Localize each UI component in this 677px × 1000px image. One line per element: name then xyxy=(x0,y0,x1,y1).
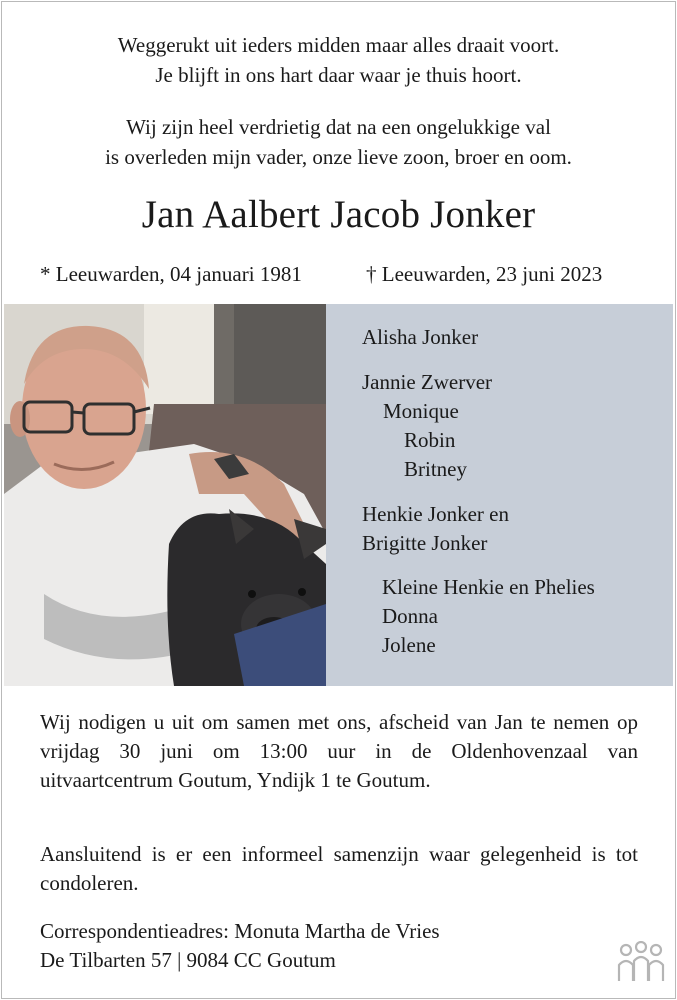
poem-line-2: Je blijft in ons hart daar waar je thuis hoort. xyxy=(155,63,522,87)
intro xyxy=(0,112,677,172)
birth-date: * Leeuwarden, 04 januari 1981 xyxy=(40,262,302,286)
portrait-photo xyxy=(4,304,326,686)
intro-line-1: Wij zijn heel verdrietig dat na een ongelukkige val xyxy=(126,115,551,139)
deceased-name: Jan Aalbert Jacob Jonker xyxy=(141,193,536,236)
family-logo-icon xyxy=(617,941,665,988)
mother-kid-1: Monique xyxy=(383,399,459,423)
address-line-2: De Tilbarten 57 | 9084 CC Goutum xyxy=(40,948,336,972)
brother-kid-2: Donna xyxy=(382,604,438,628)
condolence-text: Aansluitend is er een informeel samenzijn waar gelegenheid is tot condoleren. xyxy=(40,842,638,895)
child-name: Alisha Jonker xyxy=(362,325,479,349)
poem xyxy=(0,30,677,90)
grandchild-1: Robin xyxy=(404,428,456,452)
death-date: † Leeuwarden, 23 juni 2023 xyxy=(366,262,603,286)
invitation-text: Wij nodigen u uit om samen met ons, afscheid van Jan te nemen op vrijdag 30 juni om 13:00 uur in de Oldenhovenzaal van uitvaartcentrum Goutum, Yndijk 1 te Goutum. xyxy=(40,710,638,792)
brother-line-2: Brigitte Jonker xyxy=(362,531,488,555)
brother-kid-3: Jolene xyxy=(382,633,436,657)
intro-line-2: is overleden mijn vader, onze lieve zoon, broer en oom. xyxy=(105,145,572,169)
poem-line-1: Weggerukt uit ieders midden maar alles draait voort. xyxy=(117,33,560,57)
mother-name: Jannie Zwerver xyxy=(362,370,493,394)
brother-kid-1: Kleine Henkie en Phelies xyxy=(382,575,595,599)
grandchild-2: Britney xyxy=(404,457,467,481)
brother-line-1: Henkie Jonker en xyxy=(362,502,509,526)
address-line-1: Correspondentieadres: Monuta Martha de Vries xyxy=(40,919,440,943)
